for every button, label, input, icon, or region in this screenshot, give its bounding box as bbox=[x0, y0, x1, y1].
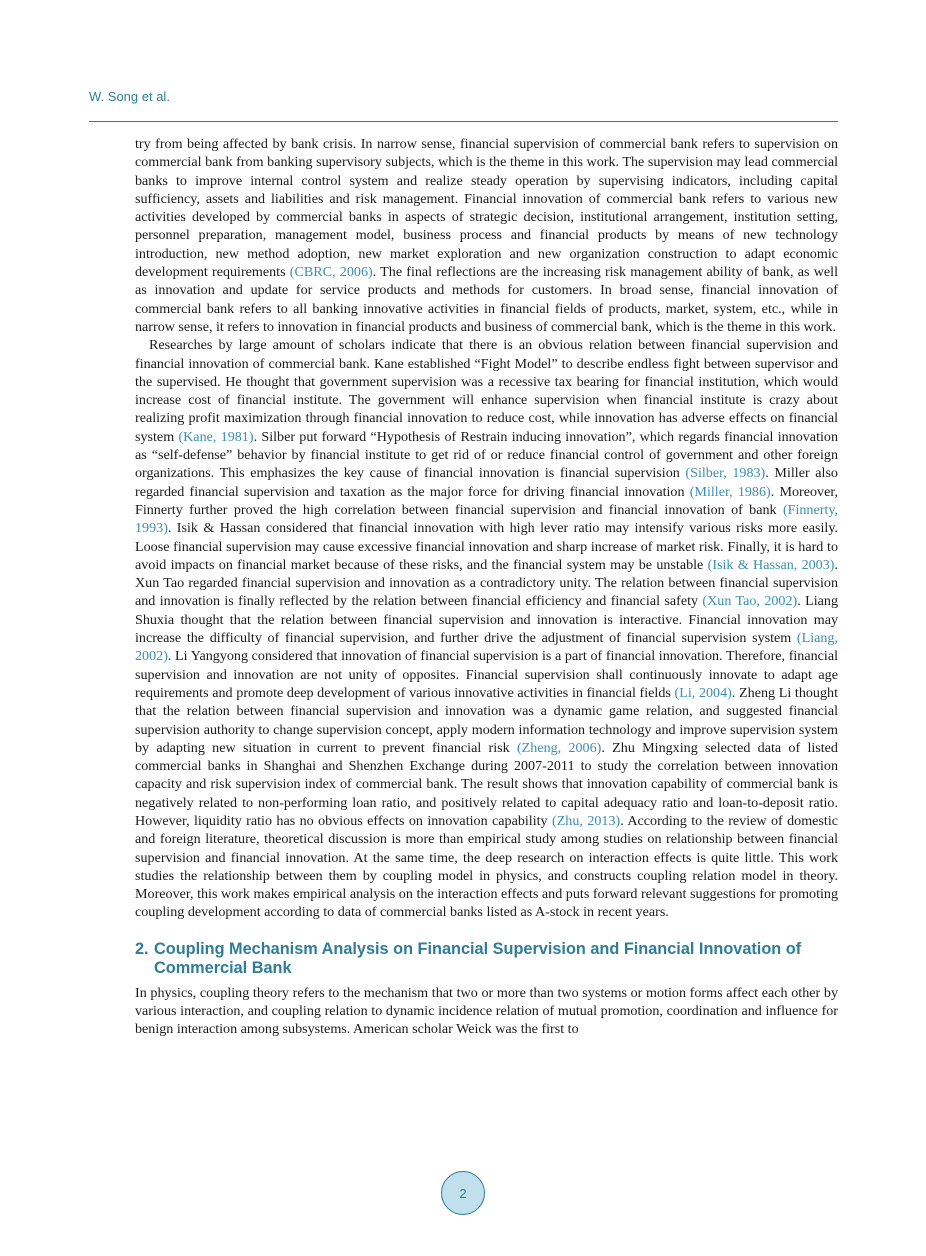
text-run: . Isik & Hassan considered that financial innovation with high lever ratio may intensify various risks more easily. Loose financial supervision may cause excessive financial innovation and sharp increase of market risk. Finally, it is hard to avoid impacts on financial market because of these risks, and the financial system may be unstable bbox=[135, 520, 838, 573]
citation-link[interactable]: (Li, 2004) bbox=[674, 684, 732, 701]
text-run: In physics, coupling theory refers to the mechanism that two or more than two systems or motion forms affect each other by various interaction, and coupling relation to dynamic incidence relation of mutual promotion, coordination and influence for benign interaction among subsystems. American scholar Weick was the first to bbox=[135, 984, 838, 1038]
section-title: Coupling Mechanism Analysis on Financial Supervision and Financial Innovation of Commercial Bank bbox=[154, 939, 802, 977]
text-run: . Miller also regarded financial supervision and taxation as the major force for driving financial innovation bbox=[135, 465, 838, 500]
page-number: 2 bbox=[441, 1171, 485, 1215]
citation-link[interactable]: (Finnerty, 1993) bbox=[135, 501, 838, 537]
section-heading bbox=[135, 940, 838, 978]
body-text bbox=[135, 135, 838, 1039]
text-run: . Zhu Mingxing selected data of listed commercial banks in Shanghai and Shenzhen Exchange during 2007-2011 to study the correlation between innovation capacity and risk supervision index of commercial bank. The result shows that innovation capability of commercial bank is negatively related to non-performing loan ratio, and positively related to capital adequacy ratio and loan-to-deposit ratio. However, liquidity ratio has no obvious effects on innovation capability bbox=[135, 739, 838, 829]
text-run: . Li Yangyong considered that innovation of financial supervision is a part of financial innovation. Therefore, financial supervision and innovation are not unity of opposites. Financial supervision shall continuously innovate to adapt age requirements and promote deep development of various innovative activities in financial fields bbox=[135, 648, 838, 701]
text-run: try from being affected by bank crisis. In narrow sense, financial supervision of commercial bank refers to supervision on commercial bank from banking supervisory subjects, which is the theme in this work. The supervision may lead commercial banks to improve internal control system and realize steady operation by supervising indicators, including capital sufficiency, assets and liabilities and risk management. Financial innovation of commercial bank refers to various new activities developed by commercial banks in aspects of strategic decision, institutional arrangement, institution setting, personnel preparation, management model, business process and financial products by means of new technology introduction, new method adoption, new market exploration and new organization construction to adapt economic development requirements bbox=[135, 136, 838, 281]
paragraph bbox=[135, 984, 838, 1039]
running-head: W. Song et al. bbox=[89, 89, 170, 104]
text-run: . Liang Shuxia thought that the relation between financial supervision and innovation is interactive. Financial innovation may increase the difficulty of financial supervision, and further drive the adjustment of financial supervision system bbox=[135, 593, 839, 647]
text-run: . Zheng Li thought that the relation between financial supervision and innovation was a dynamic game relation, and suggested financial supervision authority to change supervision concept, apply modern information technology and improve supervision system by adapting new situation in current to prevent financial risk bbox=[135, 684, 838, 756]
text-run: Researches by large amount of scholars indicate that there is an obvious relation between financial supervision and financial innovation of commercial bank. Kane established “Fight Model” to describe endless fight between supervisor and the supervised. He thought that government supervision was a recessive tax bearing for financial institution, which would increase cost of financial institute. The government will enhance supervision when financial institute is crazy about realizing profit maximization through financial innovation to reduce cost, while innovation has adverse effects on financial system bbox=[135, 337, 838, 445]
citation-link[interactable]: (Xun Tao, 2002) bbox=[702, 593, 798, 610]
citation-link[interactable]: (Miller, 1986) bbox=[689, 483, 771, 500]
section-number: 2. bbox=[135, 939, 149, 958]
citation-link[interactable]: (Zheng, 2006) bbox=[516, 739, 602, 756]
citation-link[interactable]: (Liang, 2002) bbox=[135, 630, 838, 665]
citation-link[interactable]: (Isik & Hassan, 2003) bbox=[707, 556, 835, 573]
paragraph bbox=[135, 135, 838, 336]
text-run: . Moreover, Finnerty further proved the high correlation between financial supervision and financial innovation of bank bbox=[135, 483, 838, 518]
text-run: . Xun Tao regarded financial supervision and innovation as a contradictory unity. The relation between financial supervision and innovation is finally reflected by the relation between financial efficiency and financial safety bbox=[135, 556, 838, 610]
text-run: . The final reflections are the increasing risk management ability of bank, as well as innovation and update for service products and methods for customers. In broad sense, financial innovation of commercial bank refers to all banking innovative activities in financial fields of products, market, system, etc., while in narrow sense, it refers to innovation in financial products and business of commercial bank, which is the theme in this work. bbox=[135, 264, 838, 335]
citation-link[interactable]: (Zhu, 2013) bbox=[552, 812, 621, 829]
header-rule bbox=[89, 121, 838, 122]
citation-link[interactable]: (Kane, 1981) bbox=[178, 428, 254, 445]
citation-link[interactable]: (Silber, 1983) bbox=[685, 465, 766, 482]
text-run: . Silber put forward “Hypothesis of Restrain inducing innovation”, which regards financial innovation as “self-defense” behavior by financial institute to get rid of or reduce financial control of government and other foreign organizations. This emphasizes the key cause of financial innovation is financial supervision bbox=[135, 428, 838, 482]
paragraph bbox=[135, 336, 838, 922]
text-run: . According to the review of domestic and foreign literature, theoretical discussion is more than empirical study among studies on relationship between financial supervision and financial innovation. At the same time, the deep research on interaction effects is quite little. This work studies the relationship between them by coupling model in physics, and constructs coupling relation model in theory. Moreover, this work makes empirical analysis on the interaction effects and puts forward relevant suggestions for promoting coupling development according to data of commercial banks listed as A-stock in recent years. bbox=[135, 812, 838, 921]
citation-link[interactable]: (CBRC, 2006) bbox=[289, 264, 373, 281]
